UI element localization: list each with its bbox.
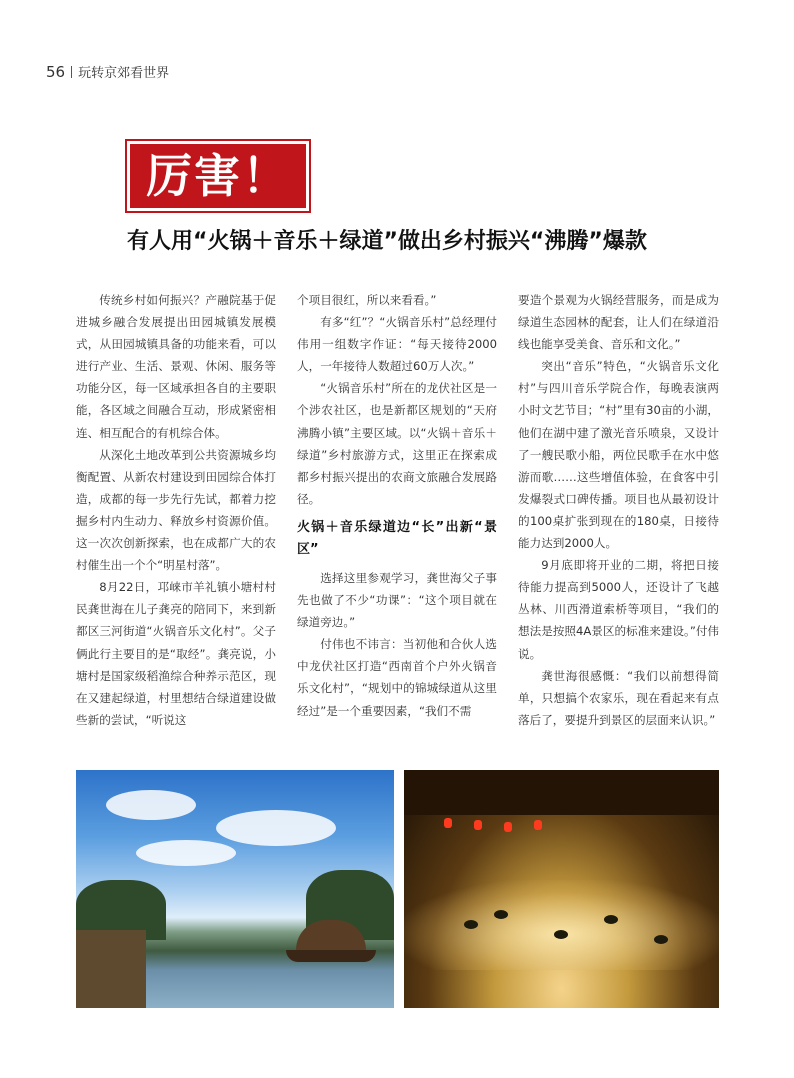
headline-subtitle: 有人用“火锅＋音乐＋绿道”做出乡村振兴“沸腾”爆款	[127, 229, 647, 254]
riverbank-shape	[76, 930, 146, 1008]
cloud-shape	[216, 810, 336, 846]
lotus-leaf-shape	[654, 935, 668, 944]
cloud-shape	[106, 790, 196, 820]
article-paragraph: “火锅音乐村”所在的龙伏社区是一个涉农社区，也是新都区规划的“天府沸腾小镇”主要区域。以“火锅＋音乐＋绿道”乡村旅游方式，这里正在探索成都乡村振兴提出的农商文旅融合发展路径。	[297, 381, 497, 506]
headline-title: 厉害！	[146, 149, 290, 203]
page-header	[46, 62, 169, 81]
article-paragraph: 突出“音乐”特色，“火锅音乐文化村”与四川音乐学院合作，每晚表演两小时文艺节目；“村”里有30亩的小湖，他们在湖中建了激光音乐喷泉，又设计了一艘民歌小船，两位民歌手在水中悠游而歌……这些增值体验，在食客中引发爆裂式口碑传播。项目也从最初设计的100桌扩张到现在的180桌，日接待能力达到2000人。	[518, 359, 719, 551]
lantern-shape	[444, 818, 452, 828]
lantern-shape	[474, 820, 482, 830]
boat-hull-shape	[286, 950, 376, 962]
article-paragraph: 选择这里参观学习，龚世海父子事先也做了不少“功课”：“这个项目就在绿道旁边。”	[297, 570, 497, 630]
article-paragraph: 有多“红”？“火锅音乐村”总经理付伟用一组数字作证：“每天接待2000人，一年接待人数超过60万人次。”	[297, 315, 497, 374]
article-paragraph: 从深化土地改革到公共资源城乡均衡配置、从新农村建设到田园综合体打造，成都的每一步先行先试，都着力挖掘乡村内生动力、释放乡村资源价值。这一次次创新探索，也在成都广大的农村催生出一个个“明星村落”。	[76, 447, 276, 573]
photo-night-fountain	[404, 770, 719, 1008]
photo-lake-boat	[76, 770, 394, 1008]
article-column-1	[76, 289, 276, 731]
page-number: 56	[46, 63, 66, 81]
section-title: 玩转京郊看世界	[78, 66, 170, 81]
article-column-2	[297, 289, 497, 722]
lantern-shape	[504, 822, 512, 832]
section-heading: 火锅＋音乐绿道边“长”出新“景区”	[297, 519, 497, 557]
lotus-leaf-shape	[554, 930, 568, 939]
lotus-leaf-shape	[604, 915, 618, 924]
article-paragraph: 龚世海很感慨：“我们以前想得简单，只想搞个农家乐，现在看起来有点落后了，要提升到景区的层面来认识。”	[518, 668, 719, 727]
fountain-mist-shape	[404, 880, 719, 970]
article-paragraph: 8月22日，邛崃市羊礼镇小塘村村民龚世海在儿子龚亮的陪同下，来到新都区三河街道“火锅音乐文化村”。父子俩此行主要目的是“取经”。龚亮说，小塘村是国家级稻渔综合种养示范区，现在又建起绿道，村里想结合绿道建设做些新的尝试，“听说这	[76, 580, 276, 727]
cloud-shape	[136, 840, 236, 866]
article-paragraph: 9月底即将开业的二期，将把日接待能力提高到5000人，还设计了飞越丛林、川西滑道索桥等项目，“我们的想法是按照4A景区的标准来建设。”付伟说。	[518, 558, 720, 661]
lantern-shape	[534, 820, 542, 830]
article-paragraph: 传统乡村如何振兴？产融院基于促进城乡融合发展提出田园城镇发展模式，从田园城镇具备的功能来看，可以进行产业、生活、景观、休闲、服务等功能分区，每一区域承担各自的主要职能，各区域之间融合互动，形成紧密相连、相互配合的有机综合体。	[76, 293, 276, 440]
lotus-leaf-shape	[464, 920, 478, 929]
lotus-leaf-shape	[494, 910, 508, 919]
header-divider	[71, 66, 72, 78]
headline-title-box	[127, 141, 309, 211]
article-paragraph: 要造个景观为火锅经营服务，而是成为绿道生态园林的配套，让人们在绿道沿线也能享受美食、音乐和文化。”	[518, 293, 719, 352]
article-paragraph: 付伟也不讳言：当初他和合伙人选中龙伏社区打造“西南首个户外火锅音乐文化村”，“规划中的锦城绿道从这里经过”是一个重要因素，“我们不需	[297, 637, 497, 718]
article-paragraph: 个项目很红，所以来看看。”	[297, 293, 437, 307]
article-column-3	[518, 289, 719, 731]
pavilion-roof-shape	[404, 770, 719, 815]
